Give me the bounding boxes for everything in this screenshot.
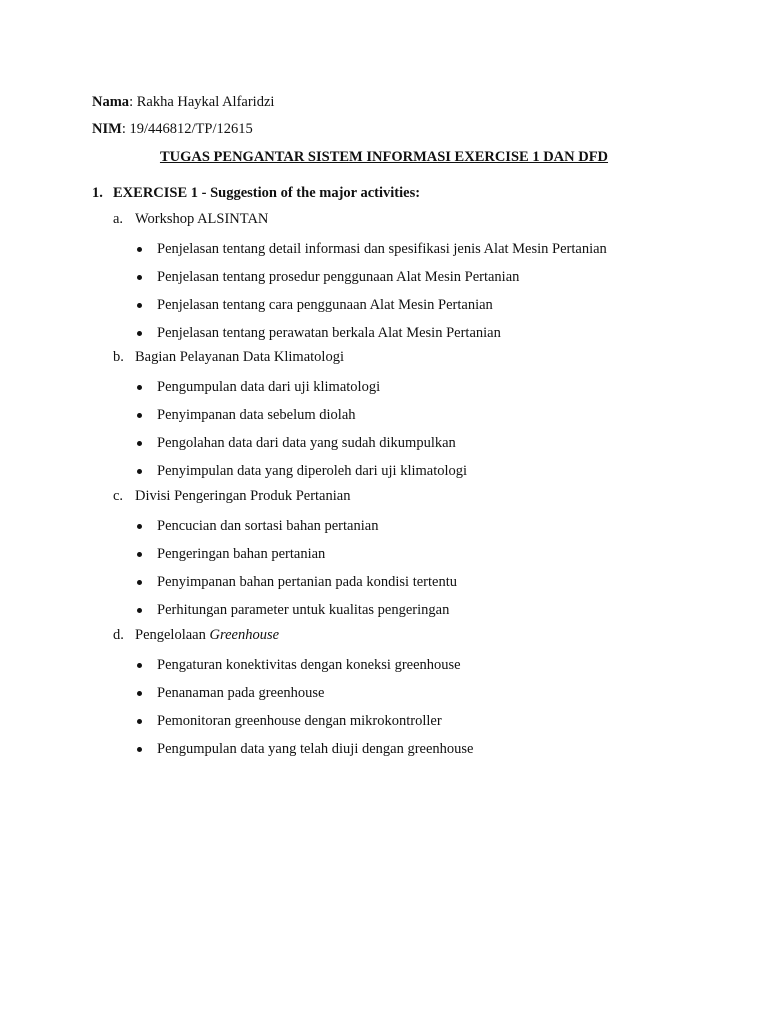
group-header	[113, 626, 280, 644]
list-item: Pemonitoran greenhouse dengan mikrokontroller	[157, 713, 442, 729]
list-item: Penjelasan tentang detail informasi dan spesifikasi jenis Alat Mesin Pertanian	[157, 241, 607, 257]
list-item: Penjelasan tentang cara penggunaan Alat Mesin Pertanian	[157, 297, 493, 313]
bullet-icon	[137, 385, 142, 390]
document-title: TUGAS PENGANTAR SISTEM INFORMASI EXERCISE 1 DAN DFD	[159, 149, 609, 165]
group-label-text: Workshop ALSINTAN	[135, 211, 269, 227]
list-item: Penanaman pada greenhouse	[157, 685, 325, 701]
list-item: Penyimpanan data sebelum diolah	[157, 407, 356, 423]
nim-value: : 19/446812/TP/12615	[121, 121, 253, 137]
list-item: Pengumpulan data yang telah diuji dengan greenhouse	[157, 741, 474, 757]
group-header	[113, 348, 344, 366]
list-item: Pengaturan konektivitas dengan koneksi greenhouse	[157, 657, 461, 673]
name-value: : Rakha Haykal Alfaridzi	[129, 94, 275, 110]
nim-line	[92, 120, 253, 138]
bullet-icon	[137, 691, 142, 696]
group-label	[135, 210, 268, 228]
group-label-text: Bagian Pelayanan Data Klimatologi	[135, 349, 344, 365]
section-number: 1.	[92, 185, 103, 201]
bullet-icon	[137, 331, 142, 336]
bullet-icon	[137, 469, 142, 474]
list-item: Penjelasan tentang perawatan berkala Alat Mesin Pertanian	[157, 325, 501, 341]
bullet-icon	[137, 663, 142, 668]
group-letter: c.	[113, 488, 124, 504]
list-item: Pengolahan data dari data yang sudah dikumpulkan	[157, 435, 456, 451]
group-label-text: Pengelolaan	[135, 627, 210, 643]
nim-label: NIM	[92, 121, 122, 137]
group-header	[113, 210, 269, 228]
bullet-icon	[137, 552, 142, 557]
list-item: Pengumpulan data dari uji klimatologi	[157, 379, 381, 395]
group-label-italic: Greenhouse	[209, 627, 280, 643]
group-label-text: Divisi Pengeringan Produk Pertanian	[135, 488, 351, 504]
bullet-icon	[137, 413, 142, 418]
group-label	[135, 626, 279, 644]
list-item: Pengeringan bahan pertanian	[157, 546, 326, 562]
list-item: Penjelasan tentang prosedur penggunaan Alat Mesin Pertanian	[157, 269, 520, 285]
bullet-icon	[137, 747, 142, 752]
list-item: Penyimpulan data yang diperoleh dari uji klimatologi	[157, 463, 468, 479]
group-letter: a.	[113, 211, 124, 227]
list-item: Perhitungan parameter untuk kualitas pengeringan	[157, 602, 450, 618]
bullet-icon	[137, 303, 142, 308]
name-line	[92, 93, 274, 111]
section-heading: EXERCISE 1 - Suggestion of the major activities:	[113, 185, 421, 201]
list-item: Pencucian dan sortasi bahan pertanian	[157, 518, 379, 534]
group-header	[113, 487, 351, 505]
name-label: Nama	[92, 94, 130, 110]
bullet-icon	[137, 247, 142, 252]
bullet-icon	[137, 719, 142, 724]
bullet-icon	[137, 441, 142, 446]
bullet-icon	[137, 580, 142, 585]
list-item: Penyimpanan bahan pertanian pada kondisi tertentu	[157, 574, 457, 590]
bullet-icon	[137, 608, 142, 613]
section-heading-line	[92, 184, 421, 202]
group-label	[135, 348, 344, 366]
group-letter: d.	[113, 627, 124, 643]
bullet-icon	[137, 275, 142, 280]
group-label	[135, 487, 350, 505]
bullet-icon	[137, 524, 142, 529]
group-letter: b.	[113, 349, 124, 365]
